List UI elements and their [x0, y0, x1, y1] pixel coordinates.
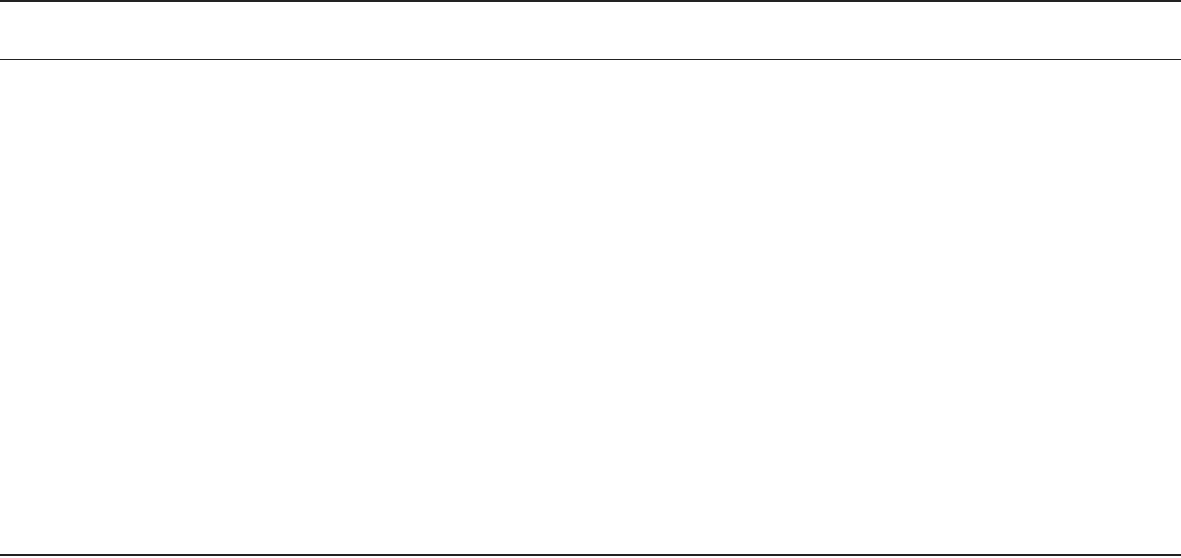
backcalc-header — [600, 6, 940, 24]
bottom-rule — [0, 554, 1181, 556]
top-rule — [0, 0, 1181, 2]
tl-capture-header — [185, 6, 345, 24]
header-rule — [0, 59, 1181, 60]
n-header — [100, 6, 150, 24]
